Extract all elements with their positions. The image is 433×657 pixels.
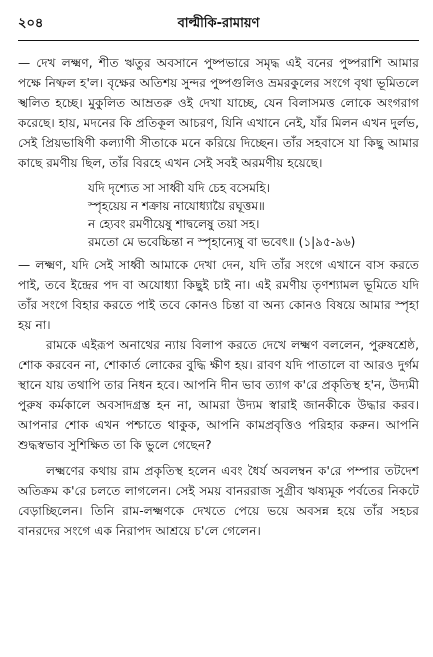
paragraph-1: — দেখ লক্ষ্মণ, শীত ঋতুর অবসানে পুষ্পভারে সমৃদ্ধ এই বনের পুষ্পরাশি আমার পক্ষে নিষ্ফল হ'ল। বৃক্ষের অতিশয় সুন্দর পুষ্পগুলিও ভ্রমরকুলের সংগে বৃথা ভূমিতলে স্খলিত হচ্ছে। মুকুলিত আম্রতরু ওই দেখা যাচ্ছে, যেন বিলাসমত্ত লোকে অংগরাগ করেছে। হায়, মদনের কি প্রতিকূল আচরণ, যিনি এখানে নেই, যাঁর মিলন এখন দুর্লভ, সেই প্রিয়ভাষিণী কল্যাণী সীতাকে মনে করিয়ে দিচ্ছেন। তাঁর সহবাসে যা কিছু আমার কাছে রমণীয় ছিল, তাঁর বিরহে এখন সেই সবই অরমণীয় হয়েছে। (18, 56, 419, 170)
running-title: বাল্মীকি-রামায়ণ (177, 16, 260, 31)
verse-line-3: ন হ্যেবং রমণীয়েষু শাদ্বলেষু তয়া সহ। (88, 217, 260, 231)
verse-line-2: স্পৃহয়েয় ন শক্রায় নাযোধ্যায়ৈ রঘূত্তম॥ (88, 199, 265, 213)
paragraph-3: রামকে এইরূপ অনাথের ন্যায় বিলাপ করতে দেখে লক্ষ্মণ বললেন, পুরুষশ্রেষ্ঠ, শোক করবেন না, শোকার্ত লোকের বুদ্ধি ক্ষীণ হয়। রাবণ যদি পাতালে বা আরও দুর্গম স্থানে যায় তথাপি তার নিধন হবে। আপনি দীন ভাব ত্যাগ ক'রে প্রকৃতিস্থ হ'ন, উদ্যমী পুরুষ কর্মকালে অবসাদগ্রস্ত হন না, আমরা উদ্যম স্বারাই জানকীকে উদ্ধার করব। আপনার শোক এখন পশ্চাতে থাকুক, আপনি কামপ্রবৃত্তিও পরিহার করুন। আপনি শুদ্ধস্বভাব সুশিক্ষিত তা কি ভুলে গেছেন? (18, 338, 419, 452)
paragraph-2: — লক্ষ্মণ, যদি সেই সাধ্বী আমাকে দেখা দেন, যদি তাঁর সংগে এখানে বাস করতে পাই, তবে ইন্দ্রের পদ বা অযোধ্যা কিছুই চাই না। এই রমণীয় তৃণশ্যামল ভূমিতে যদি তাঁর সংগে বিহার করতে পাই তবে কোনও চিন্তা বা অন্য কোনও বিষয়ে আমার স্পৃহা হয় না। (18, 258, 419, 332)
paragraph-4: লক্ষ্মণের কথায় রাম প্রকৃতিস্থ হলেন এবং ধৈর্য অবলম্বন ক'রে পম্পার তটদেশ অতিক্রম ক'রে চলতে লাগলেন। সেই সময় বানররাজ সুগ্রীব ঋষ্যমূক পর্বতের নিকটে বেড়াচ্ছিলেন। তিনি রাম-লক্ষ্মণকে দেখতে পেয়ে ভয়ে অবসন্ন হয়ে তাঁর সহচর বানরদের সংগে এক নিরাপদ আশ্রয়ে চ'লে গেলেন। (18, 464, 419, 538)
header-rule (18, 40, 419, 41)
sanskrit-verse (88, 179, 419, 251)
page-number: ২০৪ (18, 16, 44, 31)
verse-line-1: যদি দৃশ্যেত সা সাধ্বী যদি চেহ বসেমহি। (88, 181, 270, 195)
page-header (18, 8, 419, 32)
verse-line-4: রমতো মে ভবেচ্চিন্তা ন স্পৃহান্যেষু বা ভবেৎ॥ (১|৯৫-৯৬) (88, 235, 356, 249)
